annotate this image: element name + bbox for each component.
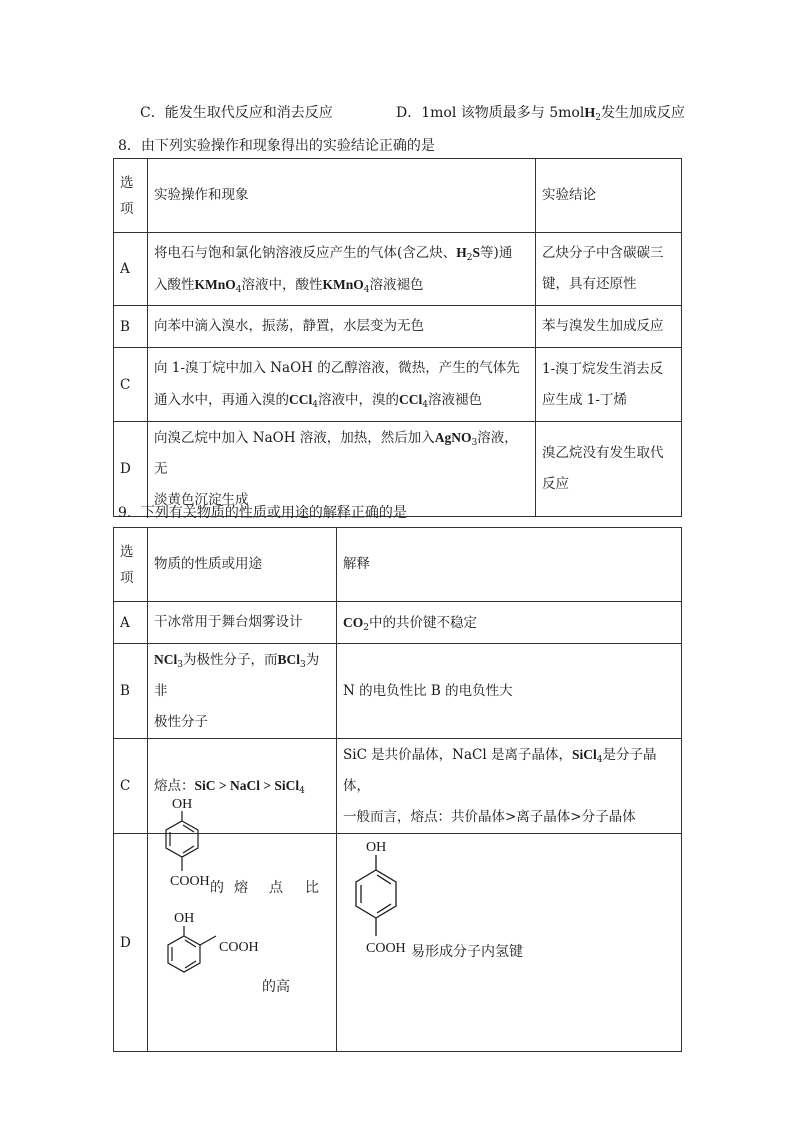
row-conclusion: 1-溴丁烷发生消去反 应生成 1-丁烯 bbox=[536, 348, 682, 422]
q7-option-d bbox=[396, 102, 685, 122]
table-row bbox=[114, 644, 682, 739]
header-option: 选项 bbox=[114, 159, 148, 233]
row-option: D bbox=[114, 834, 148, 1052]
salicylic-acid-structure bbox=[152, 906, 272, 986]
q8-table bbox=[113, 158, 682, 517]
row-option: C bbox=[114, 348, 148, 422]
header-option: 选项 bbox=[114, 528, 148, 602]
table-row bbox=[114, 602, 682, 644]
svg-text:OH: OH bbox=[172, 797, 193, 812]
row-d-higher-text: 的高 bbox=[262, 979, 290, 995]
row-conclusion: 溴乙烷没有发生取代 反应 bbox=[536, 422, 682, 517]
row-operation: 将电石与饱和氯化钠溶液反应产生的气体(含乙炔、$H_2S$等)通 入酸性KMnO$_4$溶液中，酸性KMnO$_4$溶液褪色 bbox=[148, 233, 536, 306]
svg-text:COOH: COOH bbox=[366, 941, 406, 956]
chem-formula: H bbox=[584, 106, 596, 121]
q7-option-c: C．能发生取代反应和消去反应 bbox=[140, 105, 333, 121]
header-conclusion: 实验结论 bbox=[536, 159, 682, 233]
row-explanation: SiC 是共价晶体，NaCl 是离子晶体，SiCl$_4$是分子晶体， 一般而言，熔点：共价晶体>离子晶体>分子晶体 bbox=[337, 739, 682, 834]
header-property: 物质的性质或用途 bbox=[148, 528, 337, 602]
row-explanation: $CO_2$中的共价键不稳定 bbox=[337, 602, 682, 644]
row-option: B bbox=[114, 306, 148, 348]
row-operation: 向溴乙烷中加入 NaOH 溶液，加热，然后加入AgNO$_3$溶液，无 淡黄色沉淀生成 bbox=[148, 422, 536, 517]
svg-text:COOH: COOH bbox=[219, 940, 259, 955]
row-option: A bbox=[114, 233, 148, 306]
row-operation: 向 1-溴丁烷中加入 NaOH 的乙醇溶液，微热，产生的气体先 通入水中，再通入溴的CCl$_4$溶液中，溴的CCl$_4$溶液褪色 bbox=[148, 348, 536, 422]
table-row bbox=[114, 306, 682, 348]
p-hydroxybenzoic-acid-large-structure bbox=[344, 836, 414, 966]
row-property: NCl$_3$为极性分子，而BCl$_3$为非 极性分子 bbox=[148, 644, 337, 739]
row-option: C bbox=[114, 739, 148, 834]
q7-option-d-tail: 发生加成反应 bbox=[600, 105, 685, 121]
table-row bbox=[114, 348, 682, 422]
row-d-explanation-text: 易形成分子内氢键 bbox=[411, 944, 523, 960]
svg-text:OH: OH bbox=[174, 911, 195, 926]
subscript: 2 bbox=[595, 113, 601, 123]
svg-text:OH: OH bbox=[366, 840, 387, 855]
row-property: 熔点：SiC > NaCl > SiCl$_4$ bbox=[148, 739, 337, 834]
row-explanation: N 的电负性比 B 的电负性大 bbox=[337, 644, 682, 739]
table-header-row bbox=[114, 159, 682, 233]
q8-title: 8．由下列实验操作和现象得出的实验结论正确的是 bbox=[118, 138, 435, 154]
row-property: 干冰常用于舞台烟雾设计 bbox=[148, 602, 337, 644]
table-row bbox=[114, 233, 682, 306]
header-operation: 实验操作和现象 bbox=[148, 159, 536, 233]
row-conclusion: 乙炔分子中含碳碳三 键，具有还原性 bbox=[536, 233, 682, 306]
header-explanation: 解释 bbox=[337, 528, 682, 602]
q9-title: 9．下列有关物质的性质或用途的解释正确的是 bbox=[118, 505, 407, 521]
table-header-row bbox=[114, 528, 682, 602]
row-d-comparison-text: 的 熔 点 比 bbox=[210, 880, 319, 896]
row-conclusion: 苯与溴发生加成反应 bbox=[536, 306, 682, 348]
svg-text:COOH: COOH bbox=[170, 874, 210, 889]
row-option: A bbox=[114, 602, 148, 644]
q7-option-d-text: D．1mol 该物质最多与 5mol bbox=[396, 105, 585, 121]
row-option: D bbox=[114, 422, 148, 517]
row-option: B bbox=[114, 644, 148, 739]
row-operation: 向苯中滴入溴水，振荡，静置，水层变为无色 bbox=[148, 306, 536, 348]
